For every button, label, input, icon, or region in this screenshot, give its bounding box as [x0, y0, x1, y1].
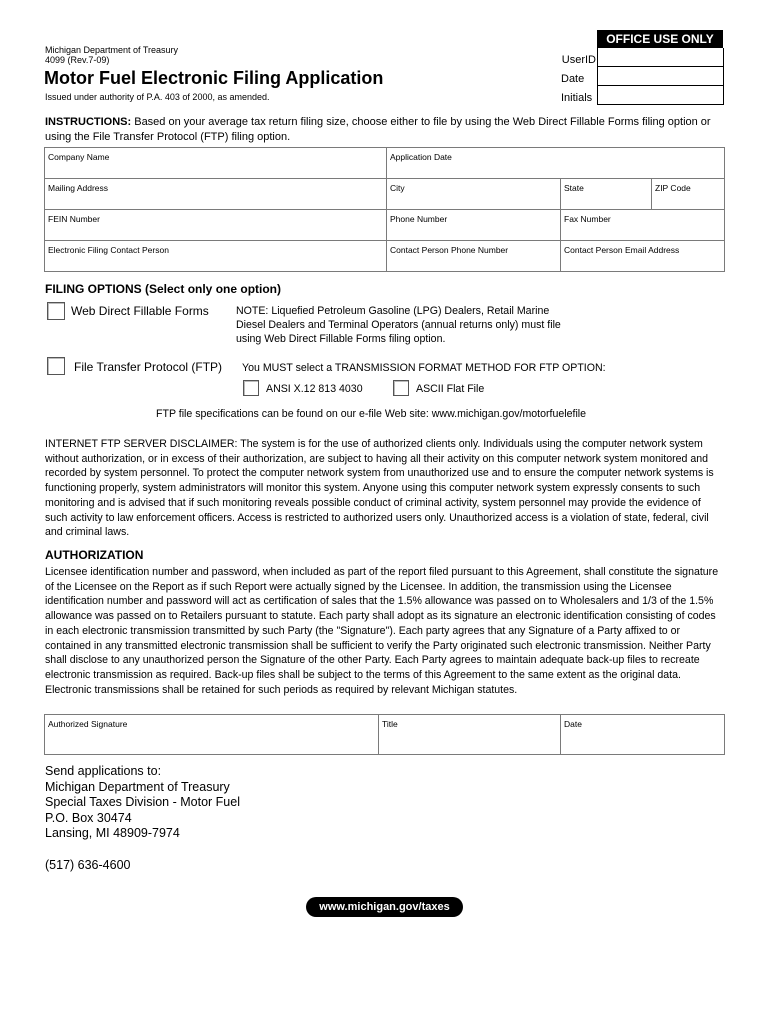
authorized-signature-field[interactable]	[45, 715, 379, 755]
ftp-disclaimer: INTERNET FTP SERVER DISCLAIMER: The system is for the use of authorized clients only. Individuals using the computer network system without authorization, or in excess of their authorization, are subject to having all their activity on this computer network system monitored and recorded by system personnel. To protect the computer network system from unauthorized use and to ensure the computer network systems is functioning properly, system administrators will monitor this system. Anyone using this computer network system expressly consents to such monitoring and is advised that if such monitoring reveals possible conduct of criminal activity, system personnel may provide the evidence of such activity to law enforcement officers. Access is restricted to authorized users only. Unauthorized access is a violation of state, federal, civil and criminal laws.	[45, 438, 714, 539]
company-name-field[interactable]	[45, 148, 387, 179]
zip-field[interactable]	[652, 179, 725, 210]
fein-label: FEIN Number	[48, 214, 100, 224]
office-userid-label: UserID	[561, 54, 596, 66]
instructions-label: INSTRUCTIONS:	[45, 116, 132, 128]
signature-table	[44, 714, 725, 755]
authorization-text: Licensee identification number and password, when included as part of the report filed pursuant to this Agreement, shall constitute the signature of the Licensee on the Report as if such Report were actually signed by the Licensee. In addition, the transmission using the Licensee identification number and password will act as certification of sales that the 1.5% allowance was passed on to Wholesalers and 1/3 of the 1.5% allowance was passed on to Retailers pursuant to statute. Each party shall adopt as its signature an electronic identification consisting of codes in each electronic transmission transmitted by such Party (the "Signature"). Each party agrees that any Signature of a Party affixed to or contained in any transmitted electronic transmission shall be sufficient to verify the Party originated such electronic transmission. Neither Party shall disclose to any unauthorized person the Signature of the other Party. Each Party agrees to maintain adequate back-up files to recreate electronic transmission as required. Back-up files shall be subject to the terms of this Agreement to the same extent as the original data. Electronic transmissions shall be retained for such periods as required by relevant Michigan statutes.	[45, 566, 719, 696]
web-direct-note: NOTE: Liquefied Petroleum Gasoline (LPG) Dealers, Retail Marine Diesel Dealers and Terminal Operators (annual returns only) must file using Web Direct Fillable Forms filing option.	[236, 305, 561, 346]
office-initials-field[interactable]	[598, 85, 723, 104]
mailing-address-label: Mailing Address	[48, 183, 109, 193]
office-initials-label: Initials	[561, 92, 593, 104]
office-userid-field[interactable]	[598, 48, 723, 66]
authority-note: Issued under authority of P.A. 403 of 2000, as amended.	[45, 92, 270, 102]
ftp-label: File Transfer Protocol (FTP)	[74, 360, 223, 374]
company-name-label: Company Name	[48, 152, 110, 162]
mailing-line: Special Taxes Division - Motor Fuel	[45, 795, 240, 809]
ascii-checkbox[interactable]	[393, 380, 409, 396]
title-field[interactable]	[379, 715, 561, 755]
ascii-label: ASCII Flat File	[416, 383, 485, 395]
office-use-heading: OFFICE USE ONLY	[597, 30, 723, 48]
ansi-checkbox[interactable]	[243, 380, 259, 396]
mailing-line: Michigan Department of Treasury	[45, 779, 230, 794]
fax-label: Fax Number	[564, 214, 611, 224]
contact-person-field[interactable]	[45, 241, 387, 272]
application-date-field[interactable]	[387, 148, 725, 179]
department-name: Michigan Department of Treasury	[45, 45, 179, 55]
ftp-specs-note: FTP file specifications can be found on our e-file Web site: www.michigan.gov/motorfuelefile	[156, 408, 587, 420]
application-date-label: Application Date	[390, 152, 452, 162]
authorization-heading: AUTHORIZATION	[45, 548, 144, 562]
contact-phone-field[interactable]	[387, 241, 561, 272]
contact-phone-label: Contact Person Phone Number	[390, 245, 509, 255]
office-date-field[interactable]	[598, 66, 723, 85]
phone-field[interactable]	[387, 210, 561, 241]
web-direct-checkbox[interactable]	[47, 302, 65, 320]
city-label: City	[390, 183, 405, 193]
ansi-label: ANSI X.12 813 4030	[266, 383, 363, 395]
mailing-line: P.O. Box 30474	[45, 810, 132, 825]
state-label: State	[564, 183, 584, 193]
state-field[interactable]	[561, 179, 652, 210]
title-label: Title	[382, 719, 398, 729]
contact-person-label: Electronic Filing Contact Person	[48, 245, 169, 255]
mailing-address-block	[45, 764, 240, 842]
applicant-info-table	[44, 147, 725, 272]
phone-label: Phone Number	[390, 214, 448, 224]
filing-options-heading: FILING OPTIONS (Select only one option)	[45, 282, 282, 296]
web-direct-label: Web Direct Fillable Forms	[71, 304, 209, 318]
form-number: 4099 (Rev.7-09)	[45, 55, 110, 65]
office-use-box	[597, 48, 724, 105]
fein-field[interactable]	[45, 210, 387, 241]
fax-field[interactable]	[561, 210, 725, 241]
zip-label: ZIP Code	[655, 183, 691, 193]
authorized-signature-label: Authorized Signature	[48, 719, 128, 729]
mailing-address-field[interactable]	[45, 179, 387, 210]
phone-number: (517) 636-4600	[45, 858, 131, 872]
ftp-checkbox[interactable]	[47, 357, 65, 375]
date-label: Date	[564, 719, 582, 729]
ftp-format-note: You MUST select a TRANSMISSION FORMAT METHOD FOR FTP OPTION:	[242, 362, 606, 374]
footer-website-link[interactable]: www.michigan.gov/taxes	[306, 897, 463, 917]
instructions	[45, 115, 725, 144]
contact-email-label: Contact Person Email Address	[564, 245, 680, 255]
date-field[interactable]	[561, 715, 725, 755]
contact-email-field[interactable]	[561, 241, 725, 272]
office-date-label: Date	[561, 73, 585, 85]
mailing-line: Send applications to:	[45, 764, 162, 778]
page-title: Motor Fuel Electronic Filing Application	[44, 68, 384, 88]
city-field[interactable]	[387, 179, 561, 210]
instructions-text: Based on your average tax return filing size, choose either to file by using the Web Direct Fillable Forms filing option or using the File Transfer Protocol (FTP) filing option.	[45, 116, 711, 143]
mailing-line: Lansing, MI 48909-7974	[45, 826, 180, 840]
